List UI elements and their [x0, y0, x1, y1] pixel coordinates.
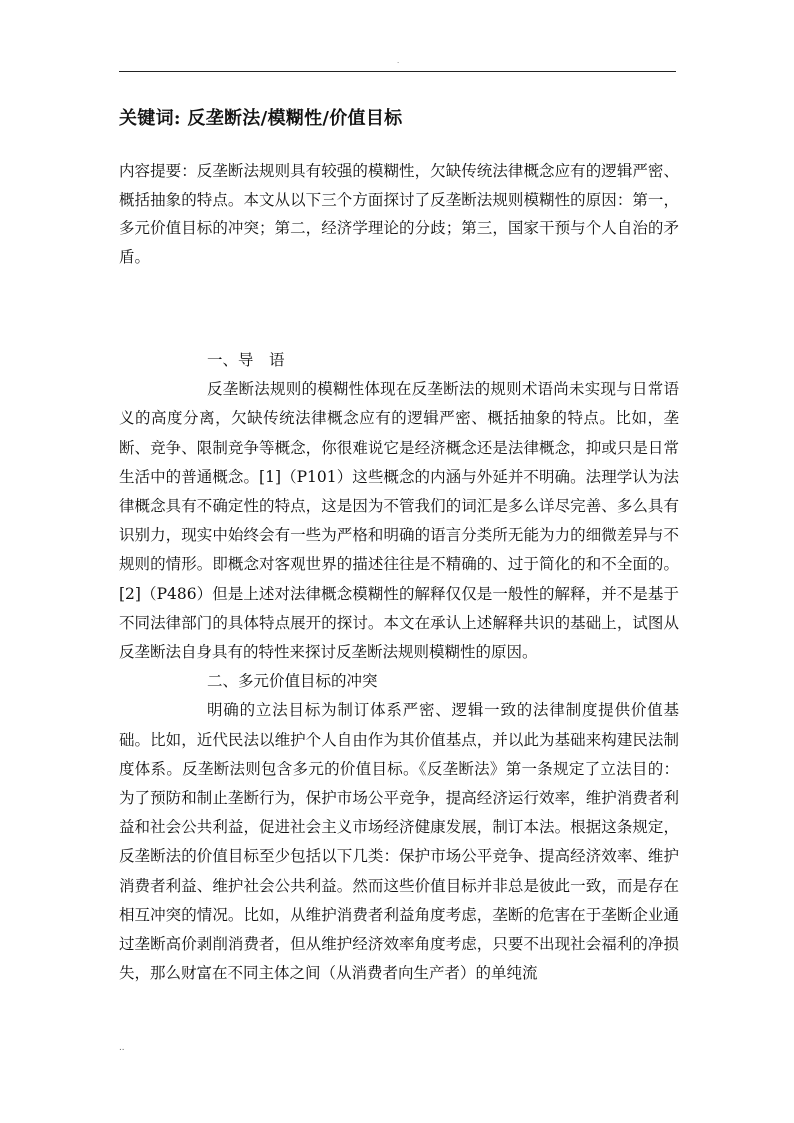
- footer-mark: ..: [119, 1042, 125, 1053]
- abstract: 内容提要：反垄断法规则具有较强的模糊性，欠缺传统法律概念应有的逻辑严密、概括抽象的特点。本文从以下三个方面探讨了反垄断法规则模糊性的原因：第一，多元价值目标的冲突；第二，经济学理论的分歧；第三，国家干预与个人自治的矛盾。: [119, 162, 679, 266]
- header-rule: [119, 71, 676, 72]
- keywords: 关键词: 反垄断法/模糊性/价值目标: [119, 108, 403, 129]
- section-paragraph-intro: 反垄断法规则的模糊性体现在反垄断法的规则术语尚未实现与日常语义的高度分离，欠缺传统法律概念应有的逻辑严密、概括抽象的特点。比如，垄断、竞争、限制竞争等概念，你很难说它是经济概念还是法律概念，抑或只是日常生活中的普通概念。[1]（P101）这些概念的内涵与外延并不明确。法理学认为法律概念具有不确定性的特点，这是因为不管我们的词汇是多么详尽完善、多么具有识别力，现实中始终会有一些为严格和明确的语言分类所无能为力的细微差异与不规则的情形。即概念对客观世界的描述往往是不精确的、过于简化的和不全面的。[2]（P486）但是上述对法律概念模糊性的解释仅仅是一般性的解释，并不是基于不同法律部门的具体特点展开的探讨。本文在承认上述解释共识的基础上，试图从反垄断法自身具有的特性来探讨反垄断法规则模糊性的原因。: [119, 380, 679, 662]
- main-body: [119, 346, 679, 988]
- section-heading-value-conflict: 二、多元价值目标的冲突: [207, 672, 378, 691]
- section-heading-intro: 一、导 语: [207, 351, 285, 369]
- header-mark: .: [397, 56, 400, 65]
- section-paragraph-value-conflict: 明确的立法目标为制订体系严密、逻辑一致的法律制度提供价值基础。比如，近代民法以维护个人自由作为其价值基点，并以此为基础来构建民法制度体系。反垄断法则包含多元的价值目标。《反垄断法》第一条规定了立法目的：为了预防和制止垄断行为，保护市场公平竞争，提高经济运行效率，维护消费者利益和社会公共利益，促进社会主义市场经济健康发展，制订本法。根据这条规定，反垄断法的价值目标至少包括以下几类：保护市场公平竞争、提高经济效率、维护消费者利益、维护社会公共利益。然而这些价值目标并非总是彼此一致，而是存在相互冲突的情况。比如，从维护消费者利益角度考虑，垄断的危害在于垄断企业通过垄断高价剥削消费者，但从维护经济效率角度考虑，只要不出现社会福利的净损失，那么财富在不同主体之间（从消费者向生产者）的单纯流: [119, 701, 679, 983]
